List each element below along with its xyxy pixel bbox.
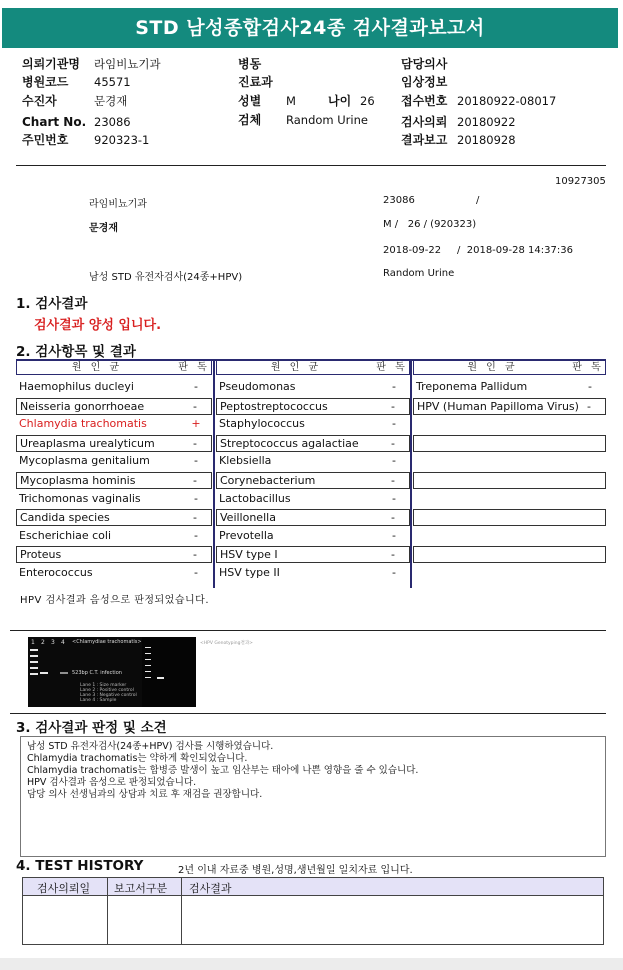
report-specimen: Random Urine <box>383 268 455 279</box>
organism-name: Enterococcus <box>19 566 93 579</box>
opinion-line: 담당 의사 선생님과의 상담과 치료 후 재검을 권장합니다. <box>27 789 263 800</box>
gel-band <box>145 671 151 672</box>
history-header-result: 검사결과 <box>189 882 232 895</box>
opinion-box <box>20 736 606 857</box>
lane-number: 3 <box>51 639 55 646</box>
organism-result: - <box>391 474 395 487</box>
result-row <box>16 472 212 489</box>
report-patient: 문경재 <box>89 223 118 234</box>
organism-result: - <box>193 399 197 413</box>
gel-band <box>145 653 151 654</box>
header-field-request-date: 검사의뢰 20180922 <box>401 115 516 129</box>
gel-band <box>30 655 38 657</box>
organism-name: Mycoplasma genitalium <box>19 454 150 468</box>
organism-result: - <box>193 474 197 487</box>
report-id: 10927305 <box>555 176 606 187</box>
section4-title: 4. TEST HISTORY <box>16 858 144 874</box>
result-row <box>16 528 212 545</box>
history-header-request-date: 검사의뢰일 <box>37 882 91 895</box>
organism-name: Neisseria gonorrhoeae <box>20 399 145 413</box>
organism-name: Prevotella <box>219 528 274 542</box>
gel-band <box>145 677 151 678</box>
organism-result: - <box>194 491 198 505</box>
header-field-sex: 성별 M <box>238 94 296 108</box>
header-field-report-date: 결과보고 20180928 <box>401 133 516 147</box>
organism-result: - <box>392 380 396 393</box>
history-note: 2년 이내 자료중 병원,성명,생년월일 일치자료 입니다. <box>178 865 413 876</box>
report-sex-age: M / 26 / (920323) <box>383 219 477 230</box>
organism-name: Pseudomonas <box>219 380 296 393</box>
organism-result: - <box>193 436 197 450</box>
results-col2-header: 원 인 균 판 독 <box>216 360 410 375</box>
organism-result: - <box>392 417 396 431</box>
result-row <box>16 546 212 563</box>
gel-legend-item: Lane 3 : Negative control <box>80 693 137 698</box>
hpv-gel-image <box>142 637 196 707</box>
header-field-resident-no: 주민번호 920323-1 <box>22 133 150 147</box>
result-row <box>216 379 410 396</box>
result-row <box>413 472 606 489</box>
result-row <box>413 416 606 433</box>
opinion-line: 남성 STD 유전자검사(24종+HPV) 검사를 시행하였습니다. <box>27 741 274 752</box>
organism-result: - <box>391 511 395 525</box>
organism-name: HSV type I <box>220 548 278 562</box>
organism-name: Chlamydia trachomatis <box>19 417 147 431</box>
organism-result: - <box>392 528 396 542</box>
organism-name: Corynebacterium <box>220 474 316 487</box>
result-row <box>216 416 410 433</box>
result-row <box>16 379 212 396</box>
result-row <box>413 565 606 582</box>
result-row <box>413 509 606 526</box>
organism-result: - <box>194 566 198 579</box>
organism-name: Lactobacillus <box>219 491 291 505</box>
result-row <box>413 379 606 396</box>
organism-name: Veillonella <box>220 511 276 525</box>
section2-title: 2. 검사항목 및 결과 <box>16 344 136 360</box>
gel-band <box>40 672 48 674</box>
organism-result: - <box>392 454 396 468</box>
organism-name: Klebsiella <box>219 454 272 468</box>
gel-title: <Chlamydiae trachomatis> <box>72 639 142 645</box>
result-row <box>16 398 212 415</box>
gel-band <box>157 677 164 679</box>
organism-name: Proteus <box>20 548 62 562</box>
organism-result: - <box>193 548 197 562</box>
result-row <box>216 528 410 545</box>
gel-band <box>145 647 151 648</box>
header-field-department: 진료과 <box>238 75 273 89</box>
result-row <box>216 491 410 508</box>
result-row <box>216 398 410 415</box>
results-column-divider <box>213 360 215 588</box>
organism-name: Haemophilus ducleyi <box>19 380 134 393</box>
result-row <box>413 453 606 470</box>
organism-result: - <box>194 454 198 468</box>
header-field-chart-no: Chart No. 23086 <box>22 115 131 129</box>
header-field-clinic: 의뢰기관명 라임비뇨기과 <box>22 57 161 71</box>
report-chart: 23086 <box>383 195 415 206</box>
lane-number: 1 <box>31 639 35 646</box>
results-column-divider <box>410 360 412 588</box>
header-field-hospital-code: 병원코드 45571 <box>22 75 131 89</box>
organism-result: - <box>391 548 395 562</box>
opinion-line: Chlamydia trachomatis는 합병증 발생이 높고 임산부는 태아에 나쁜 영향을 줄 수 있습니다. <box>27 765 419 776</box>
gel-electrophoresis-image <box>28 637 142 707</box>
history-header-report-type: 보고서구분 <box>114 882 168 895</box>
header-divider <box>16 165 606 166</box>
hpv-note: HPV 검사결과 음성으로 판정되었습니다. <box>20 595 210 606</box>
organism-result: - <box>392 566 396 579</box>
organism-result: - <box>391 436 395 450</box>
gel-legend-item: Lane 1 : Size marker <box>80 683 127 688</box>
header-field-receipt-no: 접수번호 20180922-08017 <box>401 94 557 108</box>
result-row <box>216 435 410 452</box>
report-test-name: 남성 STD 유전자검사(24종+HPV) <box>89 272 243 283</box>
results-col3-header: 원 인 균 판 독 <box>413 360 606 375</box>
organism-result: - <box>391 399 395 413</box>
gel-band <box>30 661 38 663</box>
report-dates: 2018-09-22 / 2018-09-28 14:37:36 <box>383 245 573 256</box>
page-bottom-strip <box>0 958 623 970</box>
result-row <box>216 509 410 526</box>
organism-name: Escherichiae coli <box>19 528 112 542</box>
gel-band <box>30 649 38 651</box>
result-row <box>413 491 606 508</box>
header-field-doctor: 담당의사 <box>401 57 448 71</box>
lane-number: 2 <box>41 639 45 646</box>
result-summary: 검사결과 양성 입니다. <box>34 318 162 333</box>
section1-title: 1. 검사결과 <box>16 296 88 312</box>
section3-title: 3. 검사결과 판정 및 소견 <box>16 720 167 736</box>
organism-name: HSV type II <box>219 566 280 579</box>
gel-legend-item: Lane 4 : Sample <box>80 698 117 703</box>
gel-band <box>145 659 151 660</box>
result-row <box>16 453 212 470</box>
organism-name: HPV (Human Papilloma Virus) <box>417 399 579 413</box>
result-row <box>216 565 410 582</box>
header-field-age: 나이 26 <box>328 94 375 108</box>
organism-result: - <box>588 380 592 393</box>
organism-result: - <box>587 399 591 413</box>
header-field-specimen: 검체 Random Urine <box>238 113 368 127</box>
result-row <box>16 416 212 433</box>
gel-band <box>30 667 38 669</box>
result-row <box>216 546 410 563</box>
organism-name: Treponema Pallidum <box>416 380 528 393</box>
history-table <box>22 877 604 945</box>
organism-name: Peptostreptococcus <box>220 399 328 413</box>
result-row <box>413 528 606 545</box>
report-clinic: 라임비뇨기과 <box>89 199 147 210</box>
organism-name: Mycoplasma hominis <box>20 474 136 487</box>
gel-band <box>60 672 68 674</box>
result-row <box>413 398 606 415</box>
report-title: STD 남성종합검사24종 검사결과보고서 <box>2 8 618 48</box>
lane-number: 4 <box>61 639 65 646</box>
result-row <box>16 509 212 526</box>
result-row <box>216 472 410 489</box>
organism-name: Streptococcus agalactiae <box>220 436 359 450</box>
result-row <box>16 435 212 452</box>
results-col1-header: 원 인 균 판 독 <box>16 360 212 375</box>
gel-legend-item: Lane 2 : Positive control <box>80 688 134 693</box>
opinion-line: HPV 검사결과 음성으로 판정되었습니다. <box>27 777 197 788</box>
organism-result: - <box>193 511 197 525</box>
result-row <box>413 435 606 452</box>
organism-result: - <box>392 491 396 505</box>
gel-band <box>30 673 38 675</box>
header-field-ward: 병동 <box>238 57 262 71</box>
result-row <box>216 453 410 470</box>
organism-result: - <box>194 528 198 542</box>
opinion-line: Chlamydia trachomatis는 약하게 확인되었습니다. <box>27 753 248 764</box>
organism-name: Ureaplasma urealyticum <box>20 436 155 450</box>
result-row <box>16 565 212 582</box>
result-row <box>413 546 606 563</box>
report-slash: / <box>476 195 480 206</box>
organism-name: Staphylococcus <box>219 417 305 431</box>
organism-name: Candida species <box>20 511 110 525</box>
hpv-gel-caption: <HPV Genotyping결과> <box>200 641 253 646</box>
header-field-patient: 수진자 문경재 <box>22 94 128 108</box>
gel-band <box>145 665 151 666</box>
gel-band-label: 523bp C.T. infection <box>72 670 122 676</box>
result-row <box>16 491 212 508</box>
organism-result: + <box>191 417 201 431</box>
organism-name: Trichomonas vaginalis <box>19 491 141 505</box>
organism-result: - <box>194 380 198 393</box>
header-field-clinical-info: 임상정보 <box>401 75 448 89</box>
